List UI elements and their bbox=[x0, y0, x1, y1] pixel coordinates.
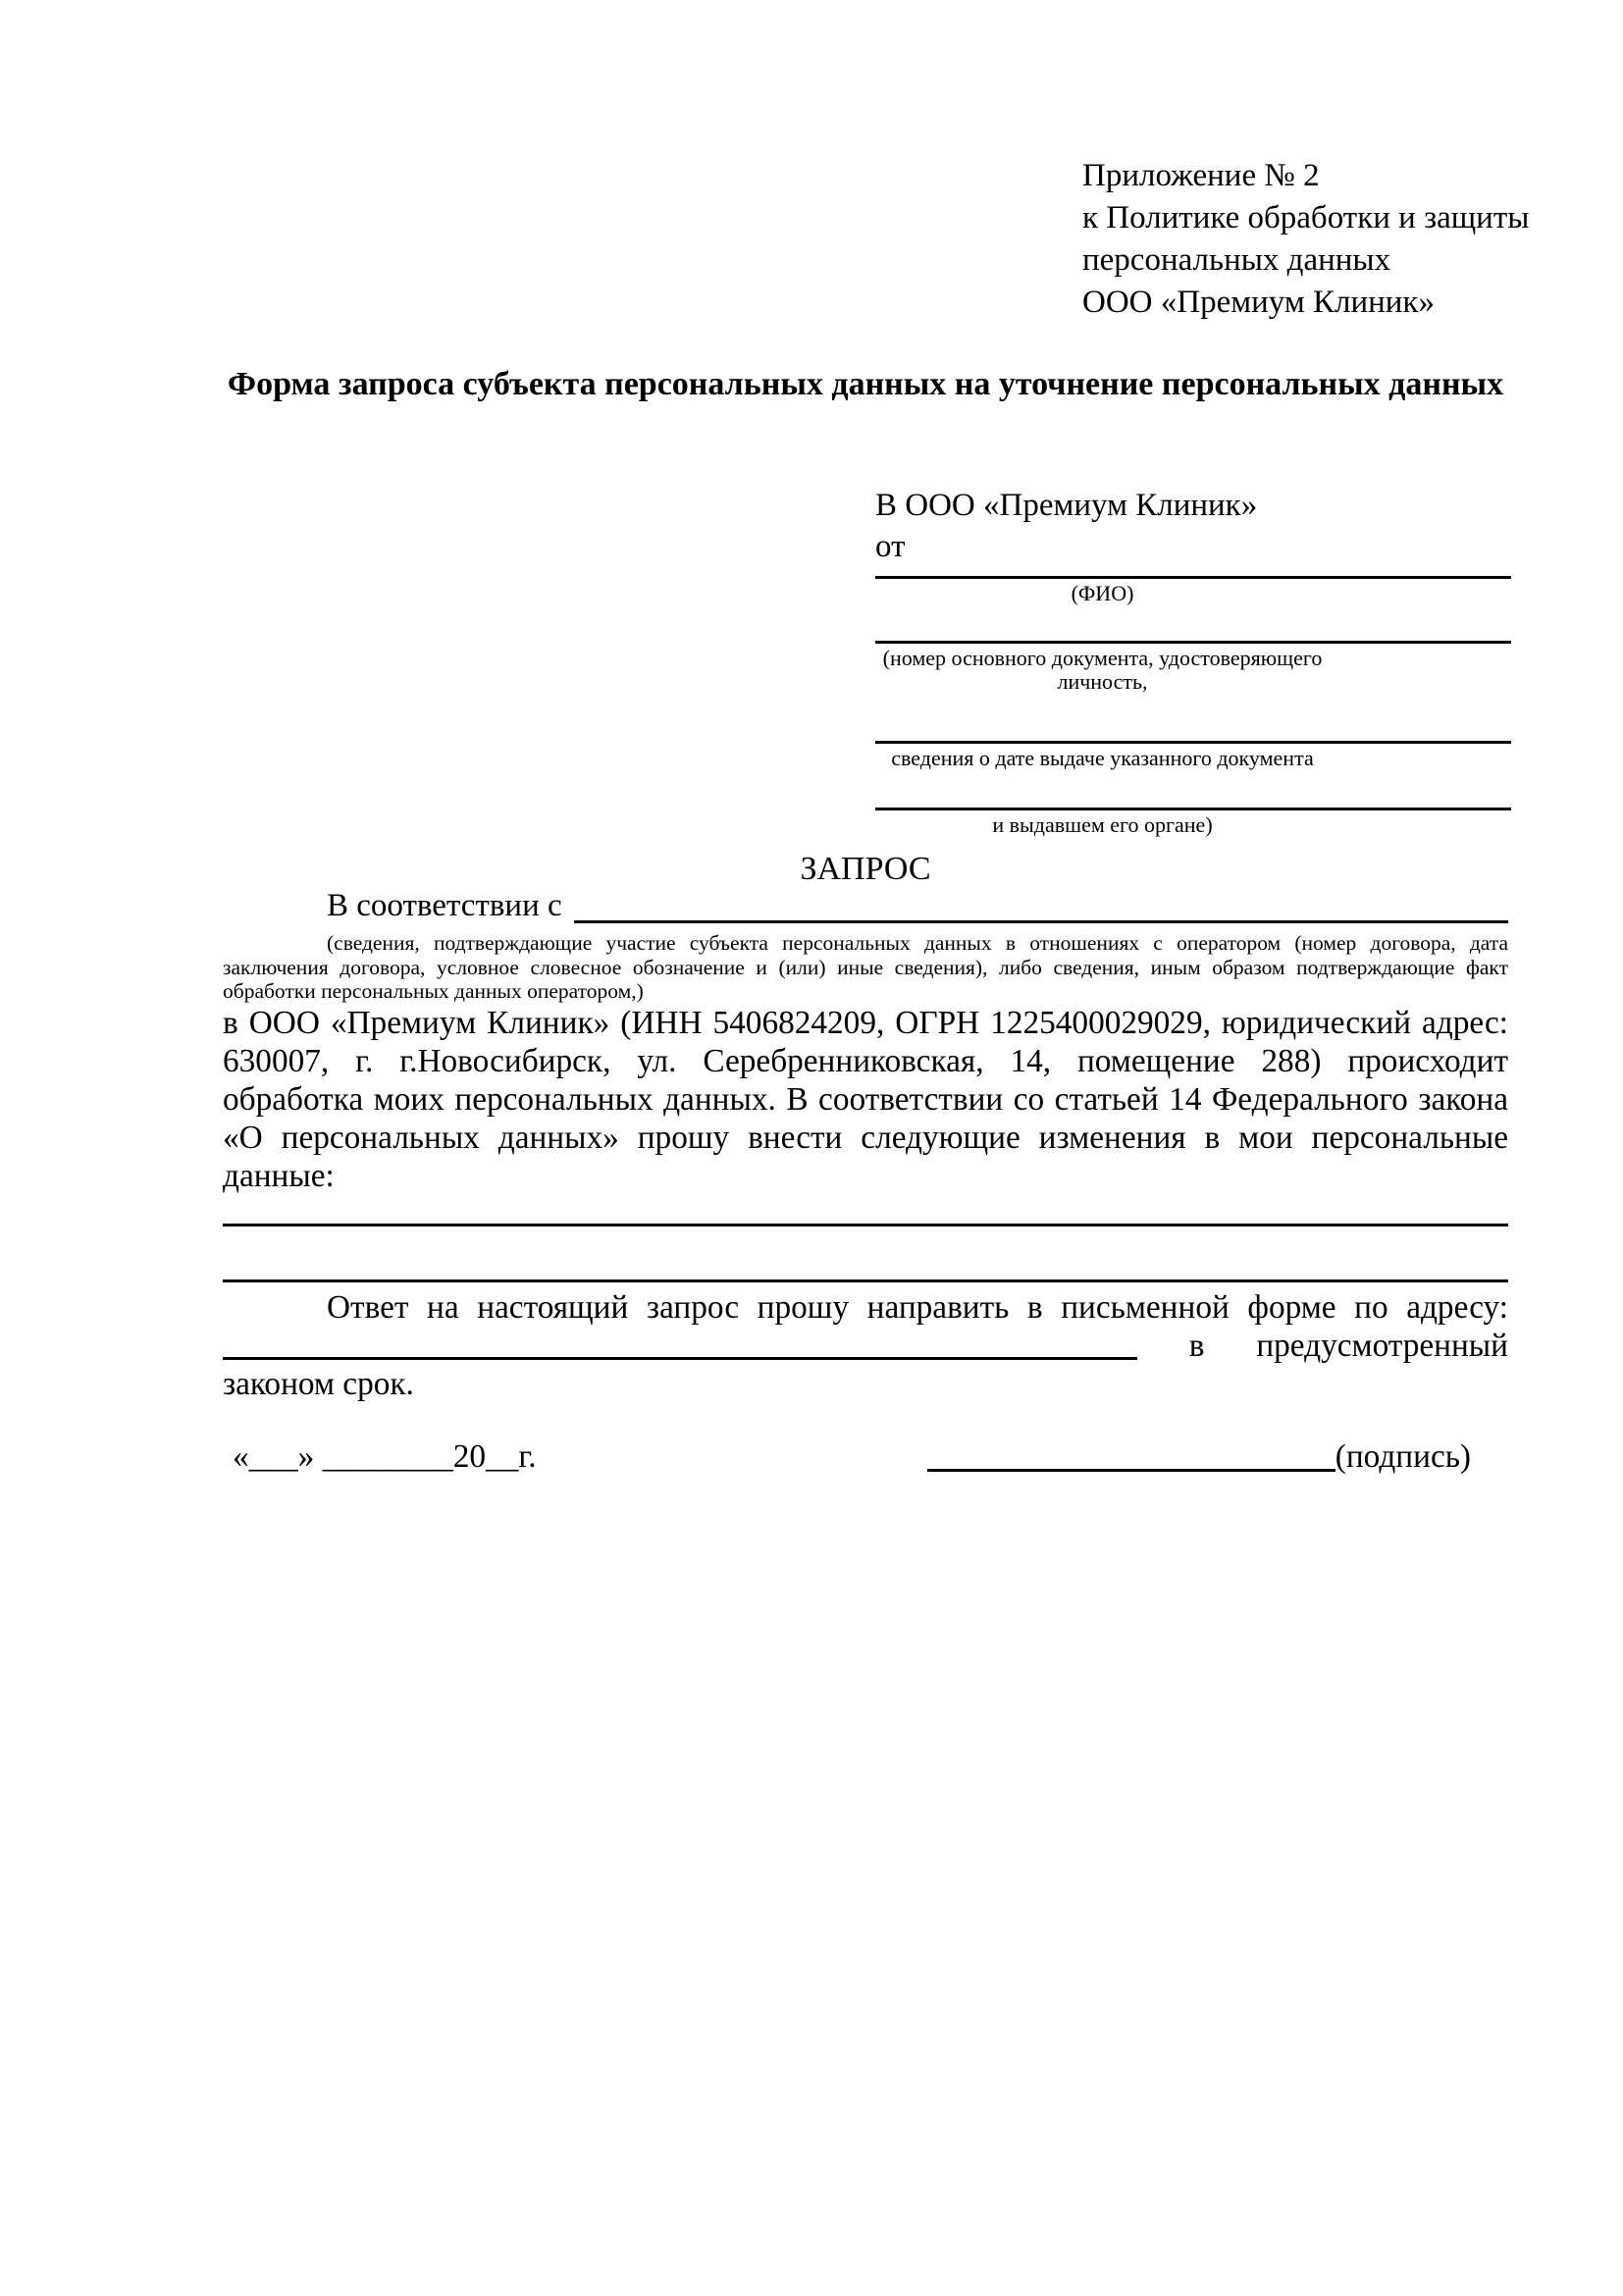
document-title: Форма запроса субъекта персональных данных на уточнение персональных данных bbox=[227, 366, 1504, 402]
signature-blank-line bbox=[927, 1469, 1335, 1472]
answer-conjunction: в bbox=[1188, 1328, 1205, 1364]
appendix-header-line: Приложение № 2 bbox=[1082, 158, 1320, 193]
appendix-header bbox=[1082, 155, 1529, 324]
fio-caption: (ФИО) bbox=[1071, 581, 1134, 605]
request-heading: ЗАПРОС bbox=[800, 851, 931, 887]
date-blank-line: «___» ________20__г. bbox=[233, 1438, 537, 1475]
signature-area bbox=[927, 1440, 1471, 1474]
fio-blank-line bbox=[875, 576, 1511, 579]
address-blank-line bbox=[223, 1357, 1137, 1360]
accordance-lead-text: В соответствии с bbox=[327, 888, 562, 923]
issuing-authority-caption: и выдавшем его органе) bbox=[992, 812, 1213, 837]
accordance-blank-line bbox=[574, 920, 1508, 923]
accordance-section bbox=[223, 886, 1508, 1004]
answer-line-1: Ответ на настоящий запрос прошу направить в письменной форме по адресу: bbox=[327, 1289, 1508, 1326]
appendix-header-line: к Политике обработки и защиты bbox=[1082, 200, 1530, 235]
date-signature-row bbox=[223, 1440, 1508, 1474]
document-number-blank-line bbox=[875, 641, 1511, 644]
accordance-line bbox=[223, 886, 1508, 925]
answer-paragraph bbox=[223, 1288, 1508, 1404]
changes-blank-line-1 bbox=[223, 1224, 1508, 1226]
recipient-block bbox=[875, 485, 1511, 837]
recipient-from-label: от bbox=[875, 529, 906, 564]
appendix-header-line: ООО «Премиум Клиник» bbox=[1082, 285, 1435, 320]
answer-last-word: предусмотренный bbox=[1256, 1328, 1508, 1364]
recipient-to: В ООО «Премиум Клиник» bbox=[875, 488, 1258, 523]
answer-line-3: законом срок. bbox=[223, 1366, 414, 1402]
appendix-header-line: персональных данных bbox=[1082, 242, 1391, 278]
request-body-paragraph: в ООО «Премиум Клиник» (ИНН 5406824209, ОГРН 1225400029029, юридический адрес: 630007, г. г.Новосибирск, ул. Серебренниковская, 14, помещение 288) происходит обработка моих персональных данных. В соответствии со статьей 14 Федерального закона «О персональных данных» прошу внести следующие изменения в мои персональные данные: bbox=[223, 1005, 1508, 1194]
document-number-caption: (номер основного документа, удостоверяющего личность, bbox=[882, 646, 1323, 694]
issue-date-caption: сведения о дате выдаче указанного документа bbox=[891, 746, 1314, 770]
signature-caption: (подпись) bbox=[1335, 1438, 1471, 1475]
answer-line-2 bbox=[223, 1327, 1508, 1364]
issuing-authority-blank-line bbox=[875, 808, 1511, 810]
changes-blank-line-2 bbox=[223, 1279, 1508, 1282]
issue-date-blank-line bbox=[875, 741, 1511, 744]
accordance-footnote: (сведения, подтверждающие участие субъекта персональных данных в отношениях с оператором (номер договора, дата заключения договора, условное словесное обозначение и (или) иные сведения), либо сведения, иным образом подтверждающие факт обработки персональных данных оператором,) bbox=[223, 931, 1508, 1003]
